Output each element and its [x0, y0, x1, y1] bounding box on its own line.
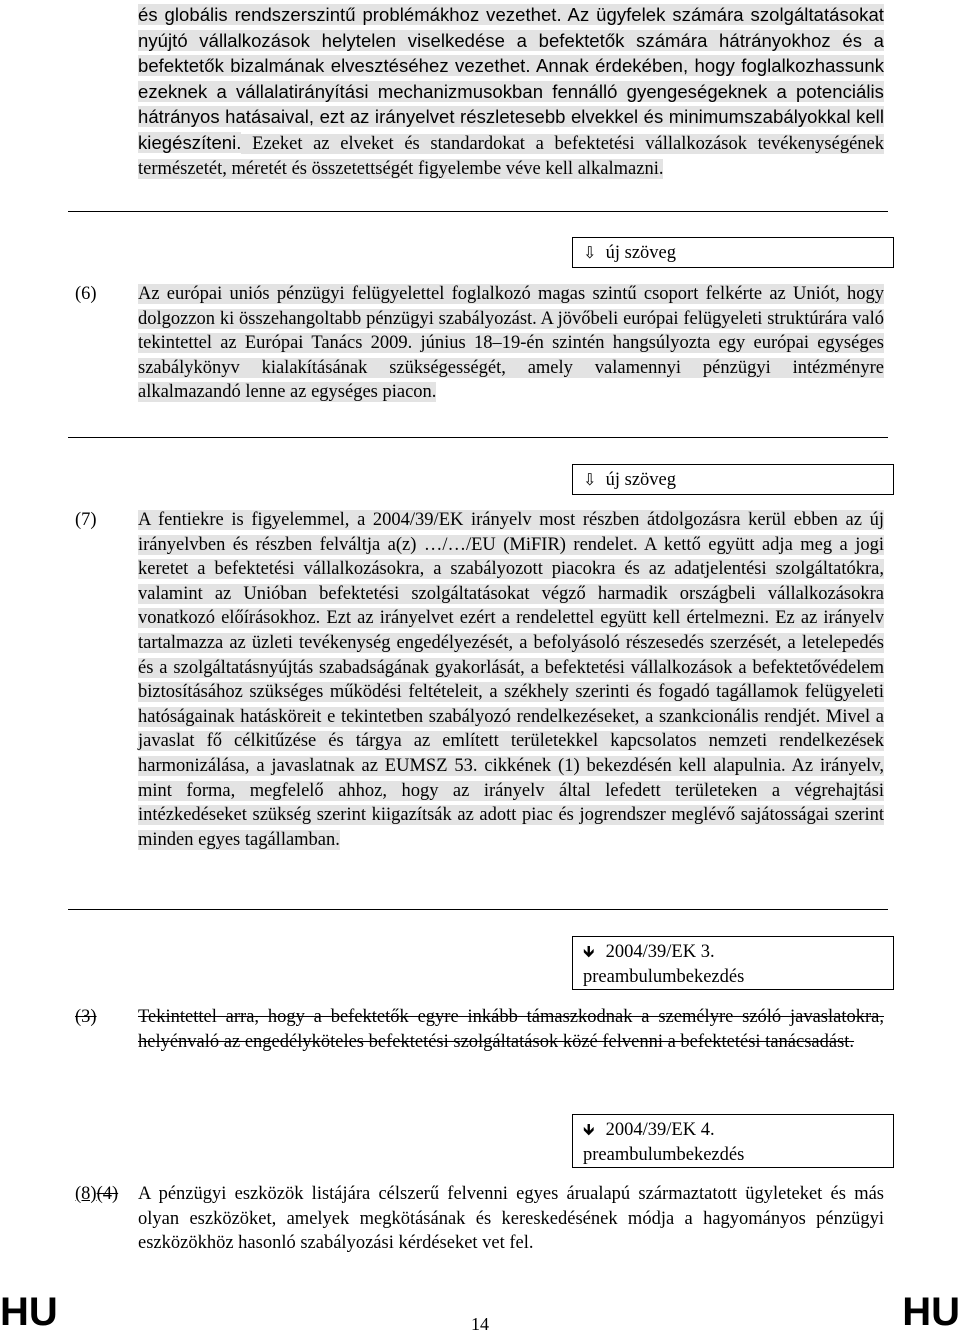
section-divider: [68, 437, 888, 438]
paragraph-number: (7): [75, 510, 97, 530]
new-text-tag: [572, 237, 894, 268]
section-divider: [68, 909, 888, 910]
tag-label: preambulumbekezdés: [583, 967, 745, 987]
highlighted-text: A fentiekre is figyelemmel, a 2004/39/EK irányelv most részben átdolgozásra kerül ebben az új irányelvben és részben felváltja a(z) …/…/EU (MiFIR) rendelet. A kettő együtt adja meg a jogi keretet a befektetési vállalkozásokra, a szabályozott piacokra és az adatjelentési szolgáltatókra, valamint az Unióban befektetési szolgáltatásokat végző harmadik országbeli vállalkozásokra vonatkozó előírásokhoz. Ezt az irányelvet ezért a rendelettel együtt kell értelmezni. Ez az irányelv tartalmazza az üzleti tevékenység engedélyezését, a befolyásoló részesedés szerzését, a letelepedés és a szolgáltatásnyújtás szabadságának gyakorlását, a befektetési vállalkozások a befektetővédelem biztosításához szükséges működési feltételeit, a székhely szerinti és fogadó tagállamok felügyeleti hatóságainak hatásköreit e tekintetben szabályozó rendelkezéseket, a szankcionális rendjét. Mivel a javaslat fő célkitűzése és tárgya az említett területekkel kapcsolatos nemzeti rendelkezések harmonizálása, a javaslatnak az EUMSZ 53. cikkének (1) bekezdésén kell alapulnia. Az irányelv, mint forma, megfelelő ahhoz, hogy az irányelv által lefedett területeken a végrehajtási intézkedéseket szükség szerint kiigazítsák az adott piac és jogrendszer meglévő sajátosságai szerint minden egyes tagállamban.: [138, 510, 884, 850]
language-code-left: HU: [0, 1290, 58, 1334]
tag-label: 2004/39/EK 3.: [605, 942, 715, 962]
paragraph-3-deleted: Tekintettel arra, hogy a befektetők egyre inkább támaszkodnak a személyre szóló javaslatokra, helyénvaló az engedélyköteles befektetési szolgáltatások közé felvenni a befektetési tanácsadást.: [138, 1007, 884, 1052]
paragraph-6: [138, 282, 884, 405]
paragraph-8: A pénzügyi eszközök listájára célszerű felvenni egyes árualapú származtatott ügyleteket és más olyan eszközöket, amelyek megkötásának és kereskedésének módja a hagyományos pénzügyi eszközökhöz hasonló szabályozási kérdéseket vet fel.: [138, 1184, 884, 1254]
arrow-down-outline-icon: ⇩: [583, 470, 597, 489]
tag-label: 2004/39/EK 4.: [605, 1120, 715, 1140]
tag-label: új szöveg: [605, 243, 677, 263]
paragraph-number-new: (8): [75, 1184, 97, 1204]
tag-label: új szöveg: [605, 470, 677, 490]
source-reference-tag: [572, 1114, 894, 1168]
paragraph-continuation: [138, 3, 884, 181]
highlighted-text: Ezeket az elveket és standardokat a befektetési vállalkozások tevékenységének természetét, méretét és összetettségét figyelembe véve kell alkalmazni.: [138, 133, 884, 179]
language-code-right: HU: [902, 1290, 960, 1334]
arrow-down-outline-icon: ⇩: [583, 243, 597, 262]
page-number: 14: [471, 1314, 489, 1334]
arrow-down-icon: 🡻: [583, 942, 595, 961]
tag-label: preambulumbekezdés: [583, 1145, 745, 1165]
paragraph-number-deleted: (3): [75, 1007, 97, 1027]
highlighted-text: Annak érdekében, hogy foglalkozhassunk ezeknek a vállalatirányítási mechanizmusokban fennálló gyengeségeknek a potenciális hátrányos hatásaival, ezt az irányelvet részletesebb elvekkel és minimumszabályokkal kell kiegészíteni.: [138, 55, 884, 153]
paragraph-number: [75, 1182, 118, 1207]
paragraph-7: [138, 508, 884, 852]
highlighted-text: Az európai uniós pénzügyi felügyelettel foglalkozó magas szintű csoport felkérte az Uniót, hogy dolgozzon ki összehangoltabb pénzügyi szabályozást. A jövőbeli európai felügyeleti struktúrára való tekintettel az Európai Tanács 2009. június 18–19-én szintén hangsúlyozta egy európai egységes szabálykönyv kialakításának szükségességét, amely valamennyi pénzügyi intézményre alkalmazandó lenne az egységes piacon.: [138, 284, 884, 403]
arrow-down-icon: 🡻: [583, 1120, 595, 1139]
paragraph-number-old: (4): [96, 1184, 119, 1204]
section-divider: [68, 211, 888, 212]
highlighted-text: és globális rendszerszintű problémákhoz vezethet. Az ügyfelek számára szolgáltatásokat nyújtó vállalkozások helytelen viselkedése a befektetők számára hátrányokhoz és a befektetők bizalmának elvesztéséhez vezethet.: [138, 4, 884, 77]
source-reference-tag: [572, 936, 894, 990]
paragraph-number: (6): [75, 284, 97, 304]
new-text-tag: [572, 464, 894, 495]
